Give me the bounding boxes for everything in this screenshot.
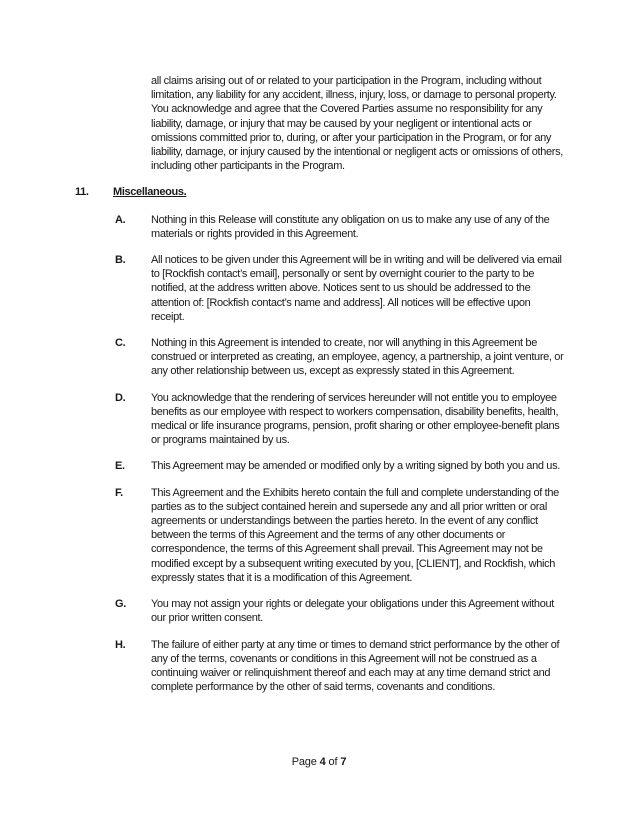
list-item xyxy=(115,459,565,473)
page-footer xyxy=(0,755,638,769)
item-text: This Agreement may be amended or modified only by a writing signed by both you and us. xyxy=(151,460,560,473)
list-item xyxy=(115,253,565,324)
item-label: G. xyxy=(115,598,126,611)
footer-page-number: 4 xyxy=(319,756,326,768)
list-item xyxy=(115,638,565,695)
item-label: E. xyxy=(115,460,125,473)
item-label: D. xyxy=(115,391,126,404)
footer-page-word: Page xyxy=(291,756,317,768)
item-label: A. xyxy=(115,213,126,226)
list-item xyxy=(115,336,565,379)
item-text: Nothing in this Release will constitute any obligation on us to make any use of any of the materials or rights provided in this Agreement. xyxy=(151,213,550,240)
list-item xyxy=(115,213,565,241)
item-text: Nothing in this Agreement is intended to create, nor will anything in this Agreement be construed or interpreted as creating, an employee, agency, a partnership, a joint venture, or any other relationship between us, except as expressly stated in this Agreement. xyxy=(151,337,564,378)
item-text: This Agreement and the Exhibits hereto contain the full and complete understanding of the parties as to the subject contained herein and supersede any and all prior written or oral agreements or understandings between the parties hereto. In the event of any conflict between the terms of this Agreement and the terms of any other documents or correspondence, the terms of this Agreement shall prevail. This Agreement may not be modified except by a subsequent writing executed by you, [CLIENT], and Rockfish, which expressly states that it is a modification of this Agreement. xyxy=(151,486,559,584)
item-text: All notices to be given under this Agreement will be in writing and will be delivered via email to [Rockfish contact’s email], personally or sent by overnight courier to the party to be notified, at the address written above. Notices sent to us should be addressed to the attention of: [Rockfish contact’s name and address]. All notices will be effective upon receipt. xyxy=(151,254,562,323)
item-label: H. xyxy=(115,638,126,651)
section-title: Miscellaneous. xyxy=(113,186,187,199)
section-number: 11. xyxy=(75,186,89,199)
section-heading xyxy=(75,185,565,199)
footer-total-pages: 7 xyxy=(340,756,347,768)
list-item xyxy=(115,597,565,625)
list-item xyxy=(115,486,565,585)
section-items xyxy=(0,213,638,695)
item-label: B. xyxy=(115,254,126,267)
intro-paragraph: all claims arising out of or related to your participation in the Program, including without limitation, any liability for any accident, illness, injury, loss, or damage to personal property. You acknowledge and agree that the Covered Parties assume no responsibility for any liability, damage, or injury that may be caused by your negligent or intentional acts or omissions committed prior to, during, or after your participation in the Program, or for any liability, damage, or injury caused by the intentional or negligent acts or omissions of others, including other participants in the Program. xyxy=(151,75,563,173)
item-label: F. xyxy=(115,486,123,499)
footer-of-word: of xyxy=(328,756,338,768)
item-label: C. xyxy=(115,337,126,350)
item-text: You may not assign your rights or delegate your obligations under this Agreement without our prior written consent. xyxy=(151,598,554,625)
item-text: The failure of either party at any time or times to demand strict performance by the other of any of the terms, covenants or conditions in this Agreement will not be construed as a continuing waiver or relinquishment thereof and each may at any time demand strict and complete performance by the other of said terms, covenants and conditions. xyxy=(151,638,560,694)
list-item xyxy=(115,391,565,448)
item-text: You acknowledge that the rendering of services hereunder will not entitle you to employee benefits as our employee with respect to workers compensation, disability benefits, health, medical or life insurance programs, pension, profit sharing or other employee-benefit plans or programs maintained by us. xyxy=(151,391,560,447)
